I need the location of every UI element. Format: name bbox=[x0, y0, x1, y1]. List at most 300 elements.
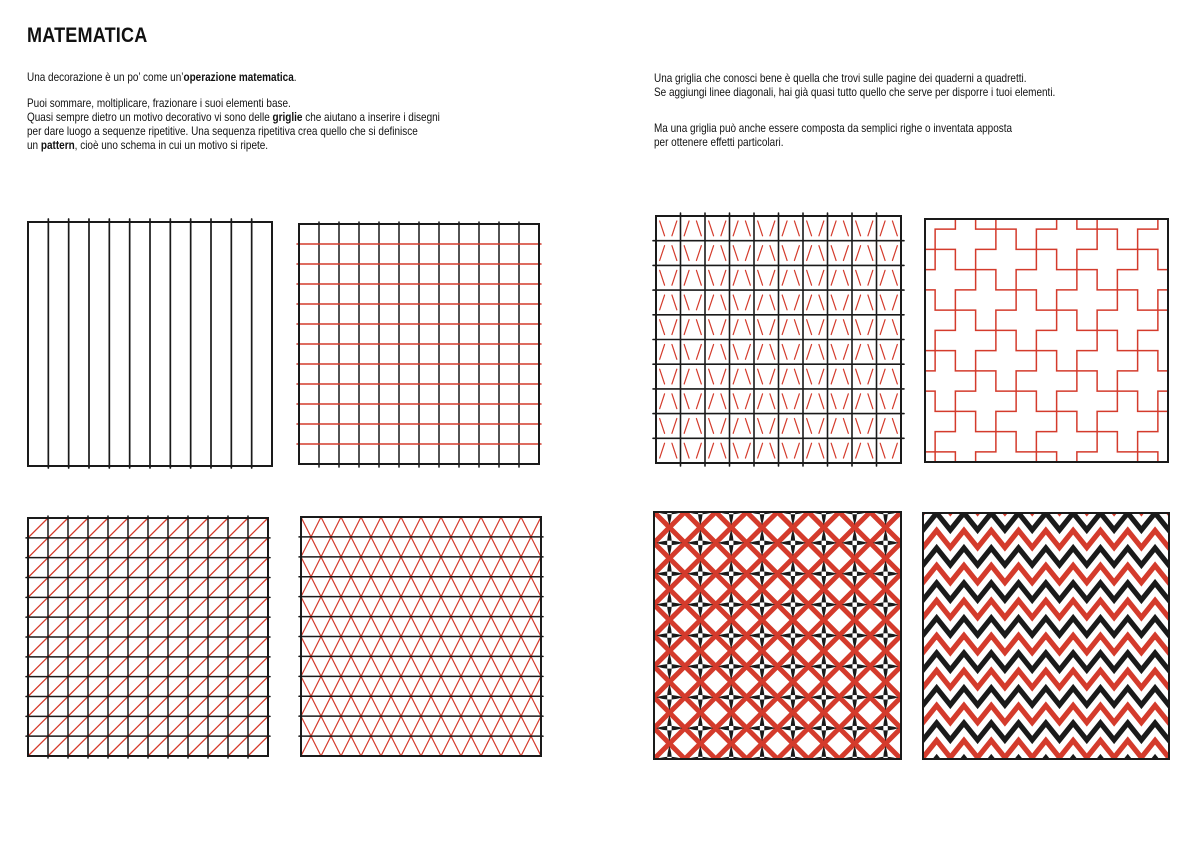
stroke bbox=[831, 443, 836, 458]
stroke bbox=[48, 597, 68, 617]
stroke bbox=[843, 246, 848, 261]
stroke bbox=[228, 657, 248, 677]
stroke bbox=[248, 736, 268, 756]
stroke bbox=[128, 637, 148, 657]
cross-shape bbox=[895, 0, 956, 47]
cross-shape bbox=[1097, 0, 1158, 47]
stroke bbox=[745, 320, 750, 335]
stroke bbox=[128, 597, 148, 617]
stroke bbox=[188, 657, 208, 677]
cross-shape bbox=[1138, 108, 1199, 169]
stroke bbox=[721, 394, 726, 409]
cross-shape bbox=[1077, 128, 1138, 189]
stroke bbox=[168, 518, 188, 538]
stroke bbox=[88, 637, 108, 657]
stroke bbox=[782, 246, 787, 261]
stroke bbox=[733, 320, 738, 335]
stroke bbox=[684, 419, 689, 434]
stroke bbox=[660, 344, 665, 359]
stroke bbox=[745, 246, 750, 261]
stroke bbox=[208, 716, 228, 736]
stroke bbox=[28, 637, 48, 657]
stroke bbox=[68, 538, 88, 558]
stroke bbox=[168, 597, 188, 617]
stroke bbox=[892, 419, 897, 434]
stroke bbox=[868, 270, 873, 285]
stroke bbox=[128, 716, 148, 736]
stroke bbox=[88, 716, 108, 736]
stroke bbox=[758, 369, 763, 384]
cross-shape bbox=[915, 452, 976, 513]
stroke bbox=[696, 394, 701, 409]
stroke bbox=[168, 538, 188, 558]
stroke bbox=[68, 637, 88, 657]
vertical-lines-grid bbox=[28, 222, 272, 466]
stroke bbox=[188, 578, 208, 598]
stroke bbox=[880, 419, 885, 434]
stroke bbox=[88, 578, 108, 598]
stroke bbox=[88, 558, 108, 578]
stroke bbox=[770, 344, 775, 359]
stroke bbox=[721, 320, 726, 335]
stroke bbox=[148, 716, 168, 736]
stroke bbox=[807, 320, 812, 335]
stroke bbox=[248, 617, 268, 637]
stroke bbox=[672, 221, 677, 236]
stroke bbox=[660, 320, 665, 335]
stroke bbox=[248, 697, 268, 717]
stroke bbox=[108, 637, 128, 657]
stroke bbox=[733, 443, 738, 458]
stroke bbox=[733, 394, 738, 409]
body-line: , cioè uno schema in cui un motivo si ripete. bbox=[74, 139, 269, 152]
stroke bbox=[188, 677, 208, 697]
stroke bbox=[128, 578, 148, 598]
stroke bbox=[843, 369, 848, 384]
stroke bbox=[48, 637, 68, 657]
stroke bbox=[892, 270, 897, 285]
stroke bbox=[770, 270, 775, 285]
stroke bbox=[208, 578, 228, 598]
stroke bbox=[794, 270, 799, 285]
stroke bbox=[128, 657, 148, 677]
stroke bbox=[831, 295, 836, 310]
cross-shape bbox=[895, 796, 956, 857]
stroke bbox=[758, 344, 763, 359]
stroke bbox=[208, 597, 228, 617]
right-line: per ottenere effetti particolari. bbox=[654, 136, 784, 149]
stroke bbox=[148, 558, 168, 578]
stroke bbox=[721, 369, 726, 384]
cross-shape bbox=[1036, 411, 1097, 472]
zigzag-group bbox=[896, 496, 1196, 793]
stroke bbox=[807, 295, 812, 310]
stroke bbox=[68, 697, 88, 717]
stroke bbox=[709, 246, 714, 261]
stroke bbox=[68, 657, 88, 677]
stroke bbox=[696, 221, 701, 236]
stroke bbox=[696, 443, 701, 458]
stroke bbox=[868, 443, 873, 458]
stroke bbox=[672, 246, 677, 261]
stroke bbox=[88, 617, 108, 637]
cross-shape bbox=[1178, 229, 1200, 290]
stroke bbox=[782, 443, 787, 458]
stroke bbox=[68, 617, 88, 637]
stroke bbox=[794, 344, 799, 359]
stroke bbox=[880, 246, 885, 261]
stroke bbox=[208, 558, 228, 578]
cross-shape bbox=[1178, 27, 1200, 88]
stroke bbox=[672, 369, 677, 384]
stroke bbox=[208, 518, 228, 538]
body-paragraph bbox=[27, 97, 440, 153]
body-line: un bbox=[27, 139, 41, 152]
stroke bbox=[188, 518, 208, 538]
stroke bbox=[794, 419, 799, 434]
cross-shape bbox=[1057, 270, 1118, 331]
stroke bbox=[868, 221, 873, 236]
stroke bbox=[758, 394, 763, 409]
stroke bbox=[770, 419, 775, 434]
stroke bbox=[28, 697, 48, 717]
stroke bbox=[794, 443, 799, 458]
stroke bbox=[672, 419, 677, 434]
cross-shape bbox=[1117, 249, 1178, 310]
stroke bbox=[892, 320, 897, 335]
stroke bbox=[880, 295, 885, 310]
stroke bbox=[745, 394, 750, 409]
stroke bbox=[819, 295, 824, 310]
stroke bbox=[660, 270, 665, 285]
stroke bbox=[148, 597, 168, 617]
stroke bbox=[892, 369, 897, 384]
stroke bbox=[880, 320, 885, 335]
stroke bbox=[733, 221, 738, 236]
stroke bbox=[696, 419, 701, 434]
stroke bbox=[758, 270, 763, 285]
stroke bbox=[248, 677, 268, 697]
stroke bbox=[831, 344, 836, 359]
cross-shape bbox=[1016, 756, 1077, 817]
stroke bbox=[831, 246, 836, 261]
stroke bbox=[128, 697, 148, 717]
stroke bbox=[188, 617, 208, 637]
stroke bbox=[48, 716, 68, 736]
stroke bbox=[248, 637, 268, 657]
stroke bbox=[208, 677, 228, 697]
stroke bbox=[856, 419, 861, 434]
cross-shape bbox=[1036, 6, 1097, 67]
stroke bbox=[248, 578, 268, 598]
stroke bbox=[28, 617, 48, 637]
stroke bbox=[128, 518, 148, 538]
stroke bbox=[794, 369, 799, 384]
stroke bbox=[831, 320, 836, 335]
page-title: MATEMATICA bbox=[27, 24, 148, 47]
stroke bbox=[709, 344, 714, 359]
stroke bbox=[248, 538, 268, 558]
stroke bbox=[248, 597, 268, 617]
stroke bbox=[148, 518, 168, 538]
flower-cross-pattern bbox=[654, 512, 901, 759]
stroke bbox=[758, 443, 763, 458]
stroke bbox=[782, 369, 787, 384]
stroke bbox=[770, 320, 775, 335]
stroke bbox=[819, 394, 824, 409]
stroke bbox=[819, 246, 824, 261]
stroke bbox=[148, 538, 168, 558]
stroke bbox=[684, 443, 689, 458]
stroke bbox=[108, 677, 128, 697]
cross-shape bbox=[1158, 168, 1200, 229]
intro-text: Una decorazione è un po’ come un’ bbox=[27, 71, 184, 84]
right-line: Una griglia che conosci bene è quella che trovi sulle pagine dei quaderni a quadretti. bbox=[654, 72, 1027, 85]
stroke bbox=[819, 270, 824, 285]
stroke bbox=[831, 419, 836, 434]
stroke bbox=[228, 538, 248, 558]
stroke bbox=[188, 716, 208, 736]
stroke bbox=[807, 369, 812, 384]
stroke bbox=[868, 295, 873, 310]
diagonal-grid bbox=[28, 518, 268, 756]
cross-shape bbox=[1158, 0, 1200, 27]
stroke bbox=[696, 344, 701, 359]
stroke bbox=[807, 221, 812, 236]
stroke bbox=[758, 221, 763, 236]
stroke bbox=[188, 538, 208, 558]
triangle-grid bbox=[301, 517, 541, 756]
stroke bbox=[819, 221, 824, 236]
stroke bbox=[28, 597, 48, 617]
stroke bbox=[88, 657, 108, 677]
intro-paragraph bbox=[27, 71, 297, 85]
stroke bbox=[108, 697, 128, 717]
stroke bbox=[684, 394, 689, 409]
stroke bbox=[770, 246, 775, 261]
stroke bbox=[208, 637, 228, 657]
stroke bbox=[88, 538, 108, 558]
stroke bbox=[733, 369, 738, 384]
stroke bbox=[188, 736, 208, 756]
stroke bbox=[672, 394, 677, 409]
cross-shape bbox=[976, 229, 1037, 290]
hexagon-grid bbox=[656, 216, 901, 463]
stroke bbox=[807, 344, 812, 359]
stroke bbox=[696, 369, 701, 384]
stroke bbox=[794, 320, 799, 335]
cross-shape bbox=[814, 148, 875, 209]
stroke bbox=[168, 558, 188, 578]
stroke bbox=[733, 246, 738, 261]
stroke bbox=[228, 518, 248, 538]
cross-shape bbox=[955, 776, 1016, 837]
cross-shape bbox=[1036, 209, 1097, 270]
stroke bbox=[208, 538, 228, 558]
stroke bbox=[128, 677, 148, 697]
intro-end: . bbox=[293, 71, 297, 84]
stroke bbox=[148, 697, 168, 717]
cross-shape bbox=[955, 0, 1016, 27]
stroke bbox=[856, 344, 861, 359]
stroke bbox=[672, 320, 677, 335]
stroke bbox=[856, 295, 861, 310]
stroke bbox=[831, 221, 836, 236]
stroke bbox=[807, 394, 812, 409]
stroke bbox=[709, 419, 714, 434]
stroke bbox=[148, 637, 168, 657]
stroke bbox=[108, 518, 128, 538]
stroke bbox=[733, 295, 738, 310]
stroke bbox=[733, 344, 738, 359]
stroke bbox=[228, 677, 248, 697]
square-grid bbox=[299, 224, 539, 464]
stroke bbox=[709, 270, 714, 285]
stroke bbox=[128, 736, 148, 756]
stroke bbox=[88, 736, 108, 756]
stroke bbox=[248, 657, 268, 677]
stroke bbox=[108, 558, 128, 578]
stroke bbox=[794, 295, 799, 310]
stroke bbox=[843, 270, 848, 285]
stroke bbox=[856, 394, 861, 409]
stroke bbox=[709, 320, 714, 335]
stroke bbox=[208, 736, 228, 756]
cross-shape bbox=[1016, 148, 1077, 209]
stroke bbox=[108, 617, 128, 637]
stroke bbox=[794, 394, 799, 409]
stroke bbox=[660, 246, 665, 261]
cross-shape bbox=[1016, 0, 1077, 6]
stroke bbox=[48, 538, 68, 558]
stroke bbox=[88, 518, 108, 538]
stroke bbox=[807, 443, 812, 458]
stroke bbox=[228, 597, 248, 617]
stroke bbox=[188, 558, 208, 578]
stroke bbox=[745, 221, 750, 236]
stroke bbox=[807, 419, 812, 434]
cross-shape bbox=[1016, 351, 1077, 412]
right-line: Se aggiungi linee diagonali, hai già quasi tutto quello che serve per disporre i tuoi elementi. bbox=[654, 86, 1056, 99]
stroke bbox=[843, 320, 848, 335]
stroke bbox=[819, 369, 824, 384]
stroke bbox=[208, 697, 228, 717]
stroke bbox=[819, 419, 824, 434]
body-line: Puoi sommare, moltiplicare, frazionare i suoi elementi base. bbox=[27, 97, 291, 110]
cross-shape bbox=[1117, 452, 1178, 513]
stroke bbox=[28, 538, 48, 558]
stroke bbox=[148, 736, 168, 756]
stroke bbox=[68, 518, 88, 538]
stroke bbox=[28, 736, 48, 756]
stroke bbox=[684, 295, 689, 310]
stroke bbox=[48, 558, 68, 578]
stroke bbox=[782, 221, 787, 236]
stroke bbox=[684, 270, 689, 285]
stroke bbox=[880, 443, 885, 458]
stroke bbox=[770, 369, 775, 384]
stroke bbox=[868, 246, 873, 261]
cross-shape bbox=[1178, 432, 1200, 493]
stroke bbox=[770, 443, 775, 458]
stroke bbox=[831, 270, 836, 285]
right-paragraph-1 bbox=[654, 72, 1055, 100]
stroke bbox=[758, 246, 763, 261]
stroke bbox=[892, 344, 897, 359]
stroke bbox=[168, 637, 188, 657]
stroke bbox=[672, 270, 677, 285]
stroke bbox=[892, 394, 897, 409]
stroke bbox=[168, 657, 188, 677]
right-line: Ma una griglia può anche essere composta da semplici righe o inventata apposta bbox=[654, 122, 1013, 135]
stroke bbox=[248, 558, 268, 578]
cross-shape bbox=[1057, 67, 1118, 128]
stroke bbox=[28, 716, 48, 736]
stroke bbox=[856, 369, 861, 384]
stroke bbox=[148, 578, 168, 598]
stroke bbox=[794, 221, 799, 236]
stroke bbox=[128, 538, 148, 558]
stroke bbox=[684, 246, 689, 261]
zigzag-line bbox=[896, 776, 1196, 793]
body-bold: griglie bbox=[272, 111, 303, 124]
stroke bbox=[684, 369, 689, 384]
stroke bbox=[128, 558, 148, 578]
stroke bbox=[782, 270, 787, 285]
stroke bbox=[228, 617, 248, 637]
stroke bbox=[770, 295, 775, 310]
intro-bold: operazione matematica bbox=[183, 71, 294, 84]
stroke bbox=[228, 637, 248, 657]
stroke bbox=[28, 578, 48, 598]
cross-shape bbox=[955, 371, 1016, 432]
stroke bbox=[684, 344, 689, 359]
stroke bbox=[856, 221, 861, 236]
stroke bbox=[28, 518, 48, 538]
stroke bbox=[880, 270, 885, 285]
stroke bbox=[248, 716, 268, 736]
stroke bbox=[108, 736, 128, 756]
stroke bbox=[672, 443, 677, 458]
stroke bbox=[856, 270, 861, 285]
stroke bbox=[108, 578, 128, 598]
stroke bbox=[843, 221, 848, 236]
stroke bbox=[868, 394, 873, 409]
stroke bbox=[696, 320, 701, 335]
cross-shape bbox=[935, 310, 996, 371]
stroke bbox=[709, 394, 714, 409]
stroke bbox=[709, 443, 714, 458]
stroke bbox=[843, 394, 848, 409]
stroke bbox=[28, 558, 48, 578]
stroke bbox=[128, 617, 148, 637]
stroke bbox=[168, 617, 188, 637]
stroke bbox=[48, 736, 68, 756]
stroke bbox=[868, 344, 873, 359]
panel-frame bbox=[925, 219, 1168, 462]
stroke bbox=[168, 716, 188, 736]
stroke bbox=[228, 578, 248, 598]
stroke bbox=[541, 517, 661, 756]
stroke bbox=[28, 677, 48, 697]
cross-shape bbox=[1158, 371, 1200, 432]
stroke bbox=[168, 677, 188, 697]
cross-shape bbox=[1097, 391, 1158, 452]
stroke bbox=[660, 419, 665, 434]
stroke bbox=[880, 369, 885, 384]
cross-shape bbox=[996, 290, 1057, 351]
stroke bbox=[856, 443, 861, 458]
